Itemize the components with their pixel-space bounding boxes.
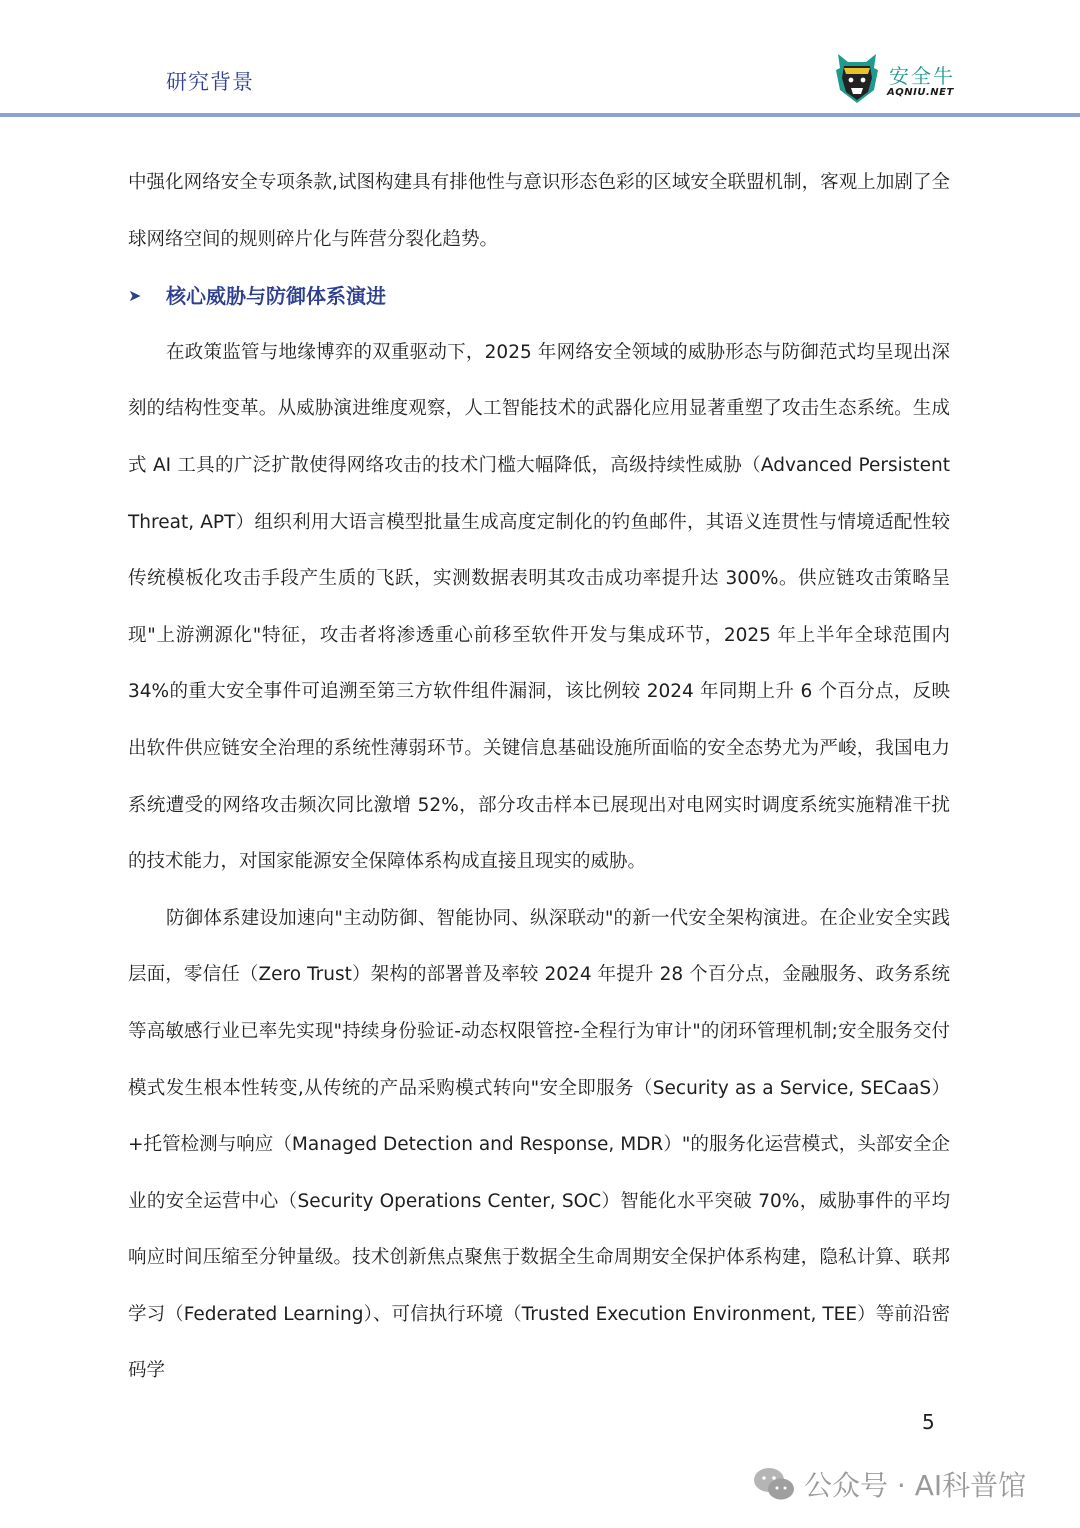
page-number: 5 [922, 1410, 935, 1434]
paragraph-3: 防御体系建设加速向"主动防御、智能协同、纵深联动"的新一代安全架构演进。在企业安全实践层面，零信任（Zero Trust）架构的部署普及率较 2024 年提升 28 个百分点，金融服务、政务系统等高敏感行业已率先实现"持续身份验证-动态权限管控-全程行为审计"的闭环管理机制;安全服务交付模式发生根本性转变,从传统的产品采购模式转向"安全即服务（Security as a Service, SECaaS）+托管检测与响应（Managed Detection and Response, MDR）"的服务化运营模式，头部安全企业的安全运营中心（Security Operations Center, SOC）智能化水平突破 70%，威胁事件的平均响应时间压缩至分钟量级。技术创新焦点聚焦于数据全生命周期安全保护体系构建，隐私计算、联邦学习（Federated Learning）、可信执行环境（Trusted Execution Environment, TEE）等前沿密码学 [128, 907, 950, 1382]
paragraph-1: 中强化网络安全专项条款,试图构建具有排他性与意识形态色彩的区域安全联盟机制，客观上加剧了全球网络空间的规则碎片化与阵营分裂化趋势。 [128, 172, 950, 250]
logo-name-en: AQNIU.NET [887, 87, 954, 98]
paragraph-2: 在政策监管与地缘博弈的双重驱动下，2025 年网络安全领域的威胁形态与防御范式均呈现出深刻的结构性变革。从威胁演进维度观察，人工智能技术的武器化应用显著重塑了攻击生态系统。生成式 AI 工具的广泛扩散使得网络攻击的技术门槛大幅降低，高级持续性威胁（Advanced Persistent Threat, APT）组织利用大语言模型批量生成高度定制化的钓鱼邮件，其语义连贯性与情境适配性较传统模板化攻击手段产生质的飞跃，实测数据表明其攻击成功率提升达 300%。供应链攻击策略呈现"上游溯源化"特征，攻击者将渗透重心前移至软件开发与集成环节，2025 年上半年全球范围内 34%的重大安全事件可追溯至第三方软件组件漏洞，该比例较 2024 年同期上升 6 个百分点，反映出软件供应链安全治理的系统性薄弱环节。关键信息基础设施所面临的安全态势尤为严峻，我国电力系统遭受的网络攻击频次同比激增 52%，部分攻击样本已展现出对电网实时调度系统实施精准干扰的技术能力，对国家能源安全保障体系构成直接且现实的威胁。 [128, 341, 950, 873]
watermark-text: 公众号 · AI科普馆 [804, 1469, 1027, 1502]
section-heading-text: 核心威胁与防御体系演进 [166, 284, 386, 309]
wechat-icon [752, 1464, 796, 1504]
arrow-bullet-icon: ➤ [128, 286, 142, 306]
bull-shield-icon [834, 50, 880, 104]
aqniu-logo [834, 50, 964, 106]
document-body [128, 155, 950, 1400]
logo-name-cn: 安全牛 [889, 64, 955, 88]
header-divider [0, 113, 1080, 117]
page-header [0, 0, 1080, 120]
watermark [752, 1460, 1026, 1508]
section-heading [128, 268, 950, 325]
section-title: 研究背景 [166, 70, 254, 94]
